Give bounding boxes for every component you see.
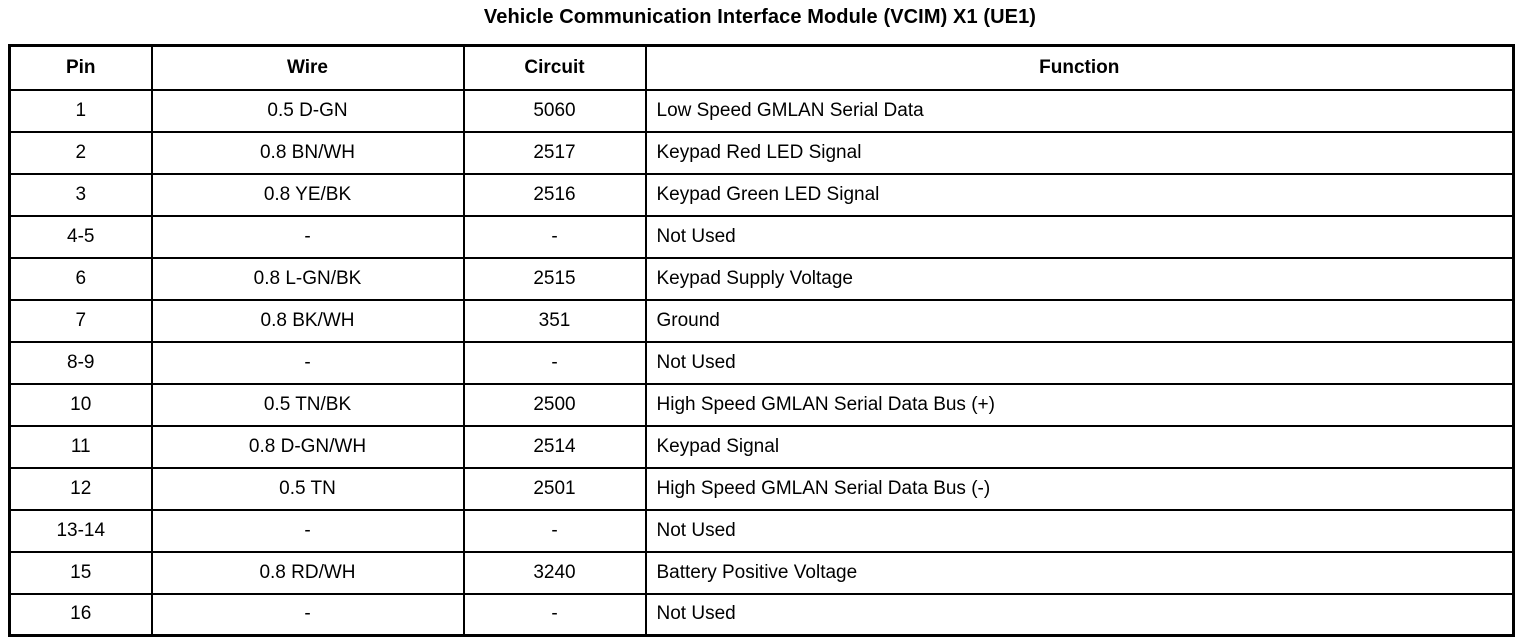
cell-pin: 13-14: [10, 510, 152, 552]
cell-pin: 4-5: [10, 216, 152, 258]
cell-wire: 0.8 RD/WH: [152, 552, 464, 594]
cell-wire: 0.8 L-GN/BK: [152, 258, 464, 300]
cell-circuit: 3240: [464, 552, 646, 594]
cell-function: Keypad Red LED Signal: [646, 132, 1514, 174]
cell-wire: 0.8 BN/WH: [152, 132, 464, 174]
column-header-function: Function: [646, 46, 1514, 90]
cell-pin: 1: [10, 90, 152, 132]
cell-function: Ground: [646, 300, 1514, 342]
cell-pin: 10: [10, 384, 152, 426]
cell-pin: 6: [10, 258, 152, 300]
table-header-row: [10, 46, 1514, 90]
table-row: [10, 300, 1514, 342]
table-header: [10, 46, 1514, 90]
cell-pin: 3: [10, 174, 152, 216]
table-body: [10, 90, 1514, 636]
table-row: [10, 552, 1514, 594]
cell-circuit: 351: [464, 300, 646, 342]
table-row: [10, 342, 1514, 384]
cell-pin: 16: [10, 594, 152, 636]
page-title: Vehicle Communication Interface Module (VCIM) X1 (UE1): [483, 6, 1037, 28]
cell-wire: -: [152, 594, 464, 636]
pinout-table: [8, 44, 1515, 637]
cell-pin: 2: [10, 132, 152, 174]
cell-circuit: -: [464, 510, 646, 552]
cell-pin: 7: [10, 300, 152, 342]
cell-function: Not Used: [646, 510, 1514, 552]
cell-function: Low Speed GMLAN Serial Data: [646, 90, 1514, 132]
cell-wire: -: [152, 510, 464, 552]
cell-function: Keypad Signal: [646, 426, 1514, 468]
cell-circuit: -: [464, 594, 646, 636]
column-header-circuit: Circuit: [464, 46, 646, 90]
table-row: [10, 468, 1514, 510]
table-row: [10, 90, 1514, 132]
cell-function: Not Used: [646, 216, 1514, 258]
cell-wire: 0.5 TN: [152, 468, 464, 510]
cell-circuit: 5060: [464, 90, 646, 132]
table-row: [10, 510, 1514, 552]
table-row: [10, 258, 1514, 300]
cell-wire: -: [152, 216, 464, 258]
column-header-pin: Pin: [10, 46, 152, 90]
column-header-wire: Wire: [152, 46, 464, 90]
pinout-table-container: [8, 44, 1512, 637]
table-row: [10, 426, 1514, 468]
cell-circuit: 2501: [464, 468, 646, 510]
cell-wire: 0.5 TN/BK: [152, 384, 464, 426]
cell-wire: -: [152, 342, 464, 384]
cell-pin: 8-9: [10, 342, 152, 384]
cell-circuit: 2514: [464, 426, 646, 468]
cell-wire: 0.8 D-GN/WH: [152, 426, 464, 468]
cell-function: Keypad Supply Voltage: [646, 258, 1514, 300]
cell-pin: 11: [10, 426, 152, 468]
table-row: [10, 384, 1514, 426]
cell-function: High Speed GMLAN Serial Data Bus (-): [646, 468, 1514, 510]
cell-circuit: 2517: [464, 132, 646, 174]
table-row: [10, 132, 1514, 174]
cell-pin: 12: [10, 468, 152, 510]
cell-circuit: -: [464, 342, 646, 384]
cell-circuit: -: [464, 216, 646, 258]
cell-function: Not Used: [646, 342, 1514, 384]
cell-wire: 0.8 BK/WH: [152, 300, 464, 342]
cell-function: Battery Positive Voltage: [646, 552, 1514, 594]
table-row: [10, 216, 1514, 258]
cell-wire: 0.8 YE/BK: [152, 174, 464, 216]
cell-wire: 0.5 D-GN: [152, 90, 464, 132]
table-row: [10, 174, 1514, 216]
cell-circuit: 2515: [464, 258, 646, 300]
cell-function: Not Used: [646, 594, 1514, 636]
cell-circuit: 2500: [464, 384, 646, 426]
cell-function: High Speed GMLAN Serial Data Bus (+): [646, 384, 1514, 426]
cell-pin: 15: [10, 552, 152, 594]
cell-function: Keypad Green LED Signal: [646, 174, 1514, 216]
table-row: [10, 594, 1514, 636]
cell-circuit: 2516: [464, 174, 646, 216]
